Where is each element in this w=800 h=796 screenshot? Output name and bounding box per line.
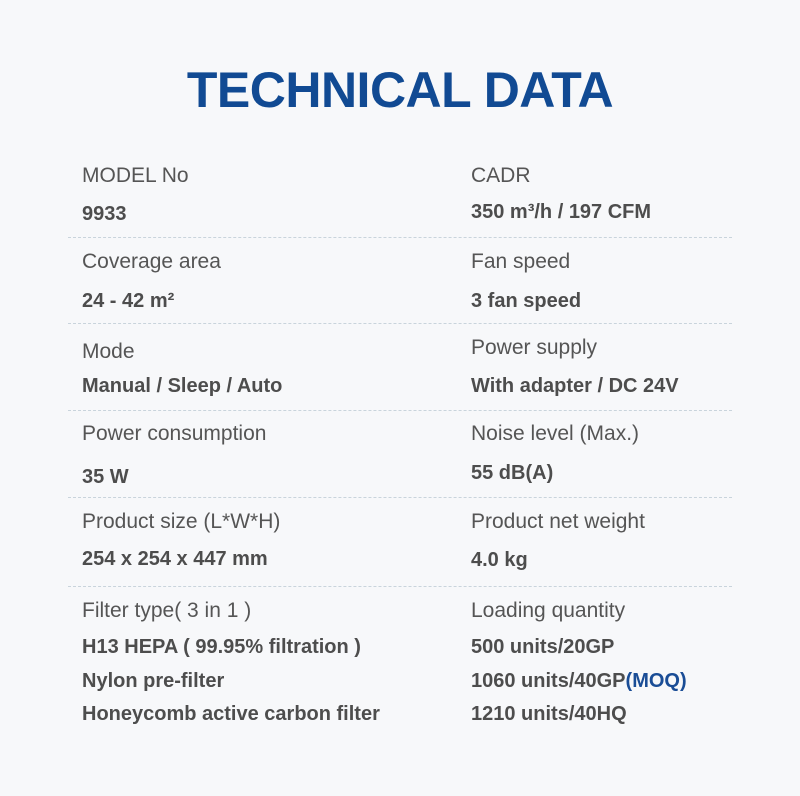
spec-value: Manual / Sleep / Auto [82, 375, 283, 397]
spec-label: Fan speed [471, 250, 571, 273]
spec-label: Product size (L*W*H) [82, 510, 281, 533]
filter-item: H13 HEPA ( 99.95% filtration ) [82, 636, 361, 658]
spec-value: With adapter / DC 24V [471, 375, 679, 397]
spec-label: CADR [471, 164, 531, 187]
filter-item: Honeycomb active carbon filter [82, 703, 380, 725]
moq-note: (MOQ) [625, 669, 687, 692]
spec-label: Power supply [471, 336, 598, 359]
spec-label: Filter type( 3 in 1 ) [82, 599, 252, 622]
loading-item-text: 1060 units/40GP [471, 669, 626, 692]
spec-value: 350 m³/h / 197 CFM [471, 201, 652, 223]
spec-label: Mode [82, 340, 135, 363]
spec-label: Coverage area [82, 250, 221, 273]
loading-list [471, 631, 687, 732]
spec-label: Noise level (Max.) [471, 422, 640, 445]
spec-value: 35 W [82, 466, 129, 488]
spec-label: MODEL No [82, 164, 189, 187]
spec-label: Loading quantity [471, 599, 626, 622]
row-divider [68, 586, 732, 587]
row-divider [68, 410, 732, 411]
loading-item: 500 units/20GP [471, 636, 615, 658]
spec-value: 4.0 kg [471, 549, 528, 571]
page-title: TECHNICAL DATA [186, 62, 614, 118]
row-divider [68, 497, 732, 498]
row-divider [68, 237, 732, 238]
filter-item: Nylon pre-filter [82, 669, 225, 692]
spec-label: Power consumption [82, 422, 267, 445]
row-divider [68, 323, 732, 324]
spec-value: 24 - 42 m² [82, 290, 175, 312]
spec-value: 3 fan speed [471, 290, 582, 312]
spec-value: 55 dB(A) [471, 462, 554, 484]
filter-list [82, 631, 380, 732]
loading-item [471, 665, 687, 699]
spec-value: 254 x 254 x 447 mm [82, 548, 268, 570]
spec-label: Product net weight [471, 510, 645, 533]
loading-item: 1210 units/40HQ [471, 703, 627, 725]
spec-value: 9933 [82, 203, 127, 225]
